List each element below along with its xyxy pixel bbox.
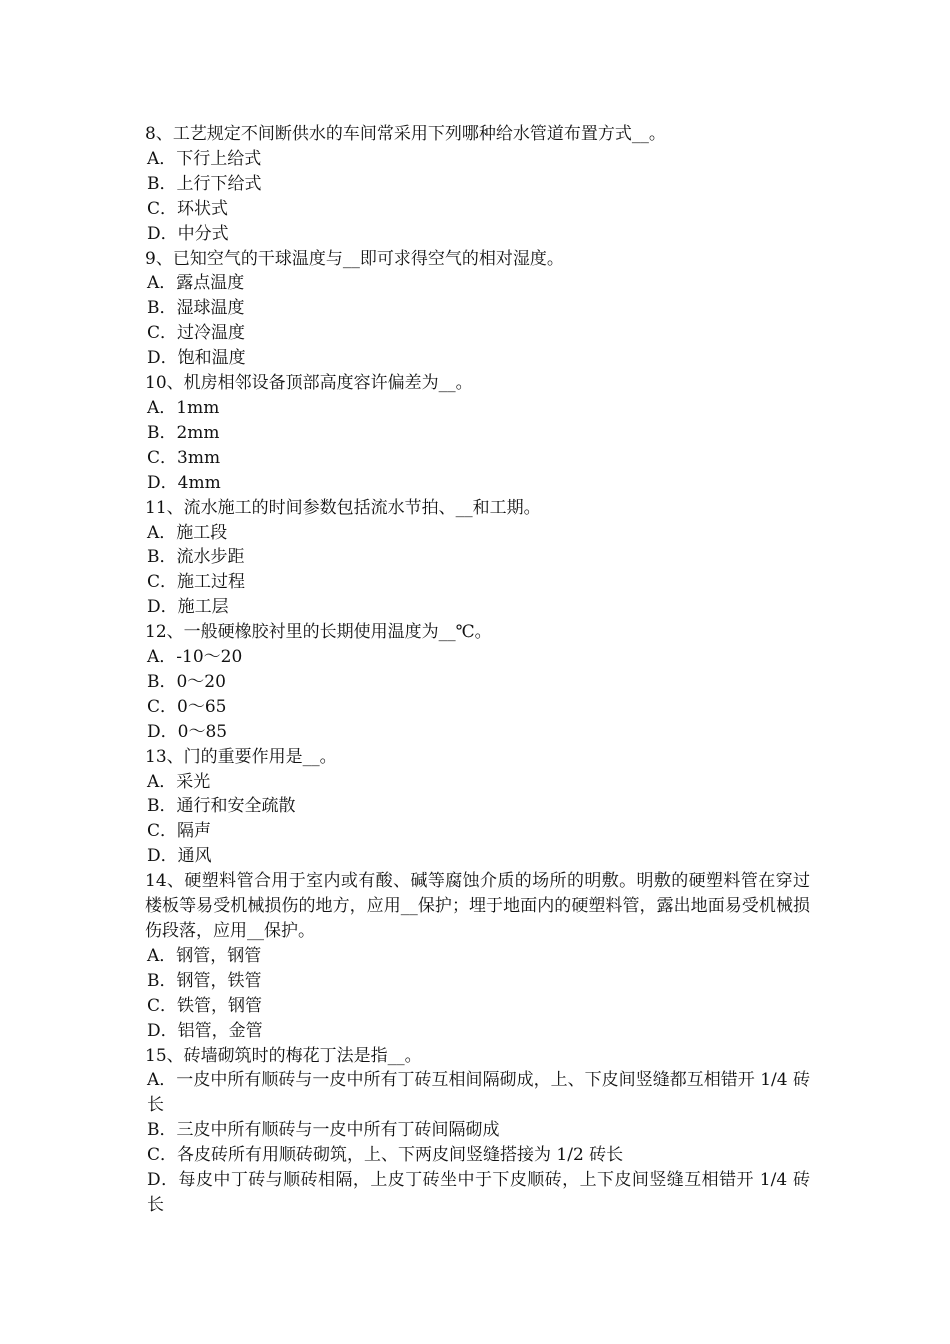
question-stem: 11、流水施工的时间参数包括流水节拍、__和工期。 [145,497,541,518]
option-a: A．露点温度 [147,273,245,294]
option-c: C．0～65 [147,696,227,717]
option-a: A．一皮中所有顺砖与一皮中所有丁砖互相间隔砌成，上、下皮间竖缝都互相错开 1/4 砖长 [147,1070,810,1116]
option-c: C．隔声 [147,821,212,842]
option-a: A．施工段 [147,522,228,543]
question-stem: 15、砖墙砌筑时的梅花丁法是指__。 [145,1045,422,1066]
option-a: A．采光 [147,771,211,792]
question-stem: 8、工艺规定不间断供水的车间常采用下列哪种给水管道布置方式__。 [145,124,666,144]
question-8 [145,122,810,247]
option-b: B．流水步距 [147,547,245,568]
option-c: C．各皮砖所有用顺砖砌筑，上、下两皮间竖缝搭接为 1/2 砖长 [147,1145,624,1166]
option-d: D．铝管，金管 [147,1020,263,1041]
option-b: B．通行和安全疏散 [147,796,296,817]
question-stem: 14、硬塑料管合用于室内或有酸、碱等腐蚀介质的场所的明敷。明敷的硬塑料管在穿过楼板等易受机械损伤的地方，应用__保护；埋于地面内的硬塑料管，露出地面易受机械损伤段落，应用__保护。 [145,871,810,941]
question-stem: 10、机房相邻设备顶部高度容许偏差为__。 [145,373,473,394]
option-c: C．环状式 [147,198,229,219]
option-c: C．过冷温度 [147,323,246,344]
question-13 [145,745,810,870]
option-d: D．中分式 [147,223,229,244]
question-12 [145,620,810,745]
option-d: D．通风 [147,846,212,867]
question-stem: 13、门的重要作用是__。 [145,746,337,767]
option-a: A．钢管，钢管 [147,945,262,966]
option-d: D．饱和温度 [147,348,246,369]
question-14 [145,869,810,1043]
option-d: D．0～85 [147,721,228,742]
option-a: A．-10～20 [147,647,243,668]
option-b: B．湿球温度 [147,298,245,319]
question-stem: 12、一般硬橡胶衬里的长期使用温度为__℃。 [145,622,492,643]
question-15 [145,1044,810,1218]
option-b: B．2mm [147,422,220,443]
option-a: A．下行上给式 [147,148,262,169]
question-11 [145,496,810,621]
question-stem: 9、已知空气的干球温度与__即可求得空气的相对湿度。 [145,248,564,269]
question-10 [145,371,810,496]
option-c: C．3mm [147,447,221,468]
option-a: A．1mm [147,397,220,418]
option-d: D．4mm [147,472,221,493]
question-9 [145,247,810,372]
option-d: D．施工层 [147,597,229,618]
option-c: C．施工过程 [147,572,246,593]
option-c: C．铁管，钢管 [147,995,263,1016]
document-page [145,122,810,1218]
option-d: D．每皮中丁砖与顺砖相隔，上皮丁砖坐中于下皮顺砖，上下皮间竖缝互相错开 1/4 砖长 [147,1170,810,1215]
option-b: B．上行下给式 [147,173,262,194]
option-b: B．0～20 [147,671,226,692]
option-b: B．三皮中所有顺砖与一皮中所有丁砖间隔砌成 [147,1120,500,1141]
option-b: B．钢管，铁管 [147,970,262,991]
